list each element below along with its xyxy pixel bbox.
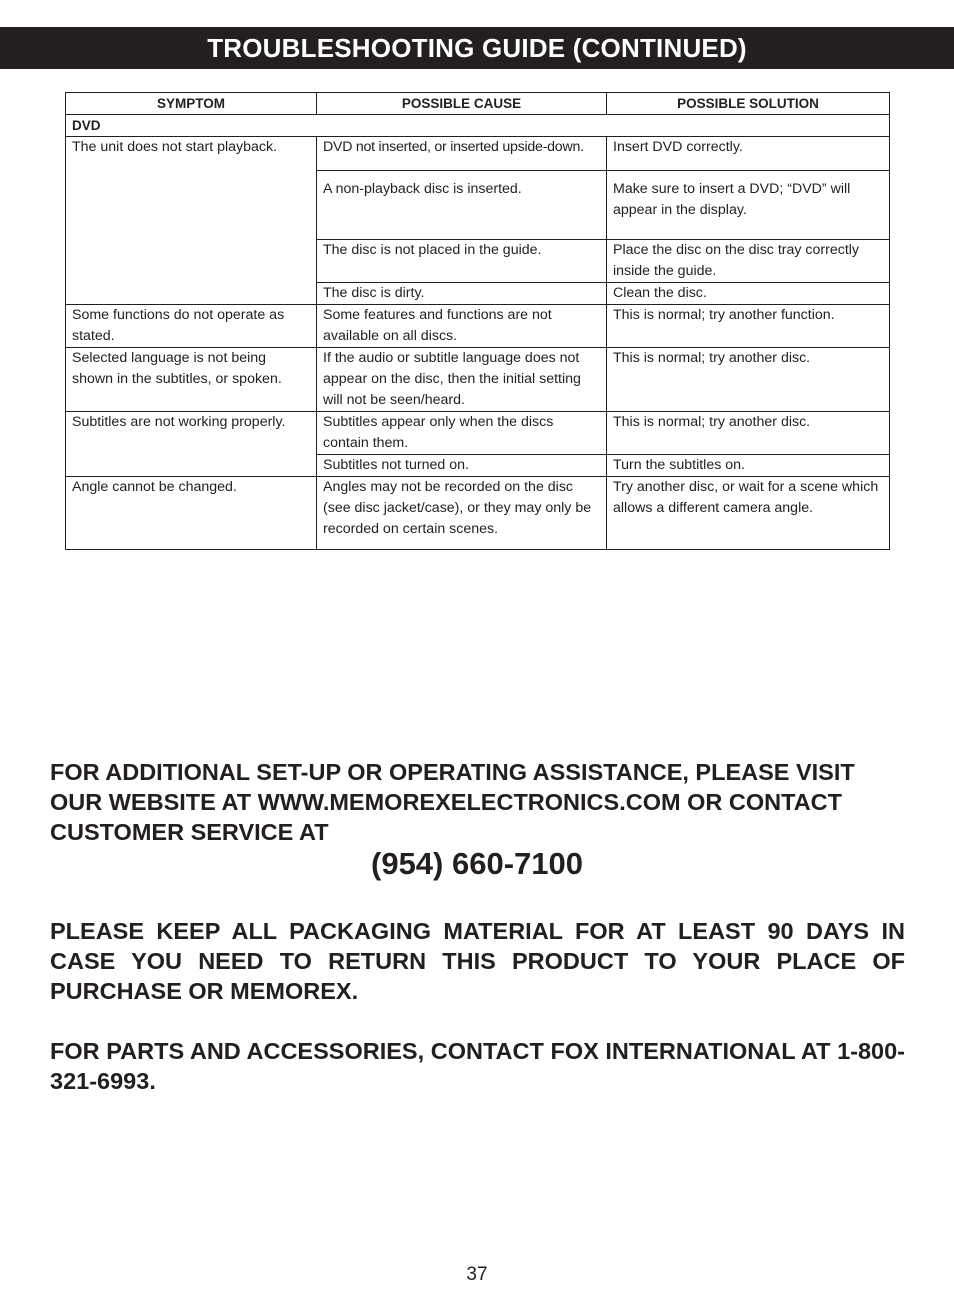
solution-cell: This is normal; try another disc. — [607, 348, 890, 412]
cause-cell: Subtitles appear only when the discs contain them. — [317, 412, 607, 455]
cause-cell: A non-playback disc is inserted. — [317, 171, 607, 240]
solution-cell: Insert DVD correctly. — [607, 137, 890, 171]
cause-cell: DVD not inserted, or inserted upside-down. — [317, 137, 607, 171]
column-header-symptom: SYMPTOM — [66, 93, 317, 115]
parts-notice: FOR PARTS AND ACCESSORIES, CONTACT FOX INTERNATIONAL AT 1-800-321-6993. — [50, 1038, 905, 1094]
solution-cell: Try another disc, or wait for a scene which allows a different camera angle. — [607, 477, 890, 550]
table-row — [66, 305, 890, 348]
solution-cell: This is normal; try another disc. — [607, 412, 890, 455]
cause-cell: If the audio or subtitle language does not appear on the disc, then the initial setting will not be seen/heard. — [317, 348, 607, 412]
cause-cell: The disc is dirty. — [317, 283, 607, 305]
table-row — [66, 137, 890, 171]
troubleshooting-table — [65, 92, 890, 550]
column-header-cause: POSSIBLE CAUSE — [317, 93, 607, 115]
assistance-text: FOR ADDITIONAL SET-UP OR OPERATING ASSISTANCE, PLEASE VISIT OUR WEBSITE AT WWW.MEMOREXELECTRONICS.COM OR CONTACT CUSTOMER SERVICE AT — [50, 759, 855, 845]
symptom-cell: The unit does not start playback. — [66, 137, 317, 305]
customer-service-phone: (954) 660-7100 — [371, 846, 583, 881]
solution-cell: This is normal; try another function. — [607, 305, 890, 348]
solution-cell: Place the disc on the disc tray correctly inside the guide. — [607, 240, 890, 283]
solution-cell: Clean the disc. — [607, 283, 890, 305]
cause-cell: Angles may not be recorded on the disc (see disc jacket/case), or they may only be recorded on certain scenes. — [317, 477, 607, 550]
cause-cell: The disc is not placed in the guide. — [317, 240, 607, 283]
page-number: 37 — [466, 1264, 488, 1285]
table-row — [66, 348, 890, 412]
cause-cell: Subtitles not turned on. — [317, 455, 607, 477]
section-label: DVD — [66, 115, 890, 137]
symptom-cell: Some functions do not operate as stated. — [66, 305, 317, 348]
column-header-solution: POSSIBLE SOLUTION — [607, 93, 890, 115]
section-row — [66, 115, 890, 137]
symptom-cell: Subtitles are not working properly. — [66, 412, 317, 477]
solution-cell: Make sure to insert a DVD; “DVD” will appear in the display. — [607, 171, 890, 240]
symptom-cell: Angle cannot be changed. — [66, 477, 317, 550]
table-row — [66, 412, 890, 455]
cause-cell: Some features and functions are not available on all discs. — [317, 305, 607, 348]
symptom-cell: Selected language is not being shown in the subtitles, or spoken. — [66, 348, 317, 412]
table-row — [66, 477, 890, 550]
page-title: TROUBLESHOOTING GUIDE (CONTINUED) — [0, 27, 954, 69]
solution-cell: Turn the subtitles on. — [607, 455, 890, 477]
table-header-row — [66, 93, 890, 115]
packaging-notice: PLEASE KEEP ALL PACKAGING MATERIAL FOR AT LEAST 90 DAYS IN CASE YOU NEED TO RETURN THIS PRODUCT TO YOUR PLACE OF PURCHASE OR MEMOREX. — [50, 918, 905, 1004]
